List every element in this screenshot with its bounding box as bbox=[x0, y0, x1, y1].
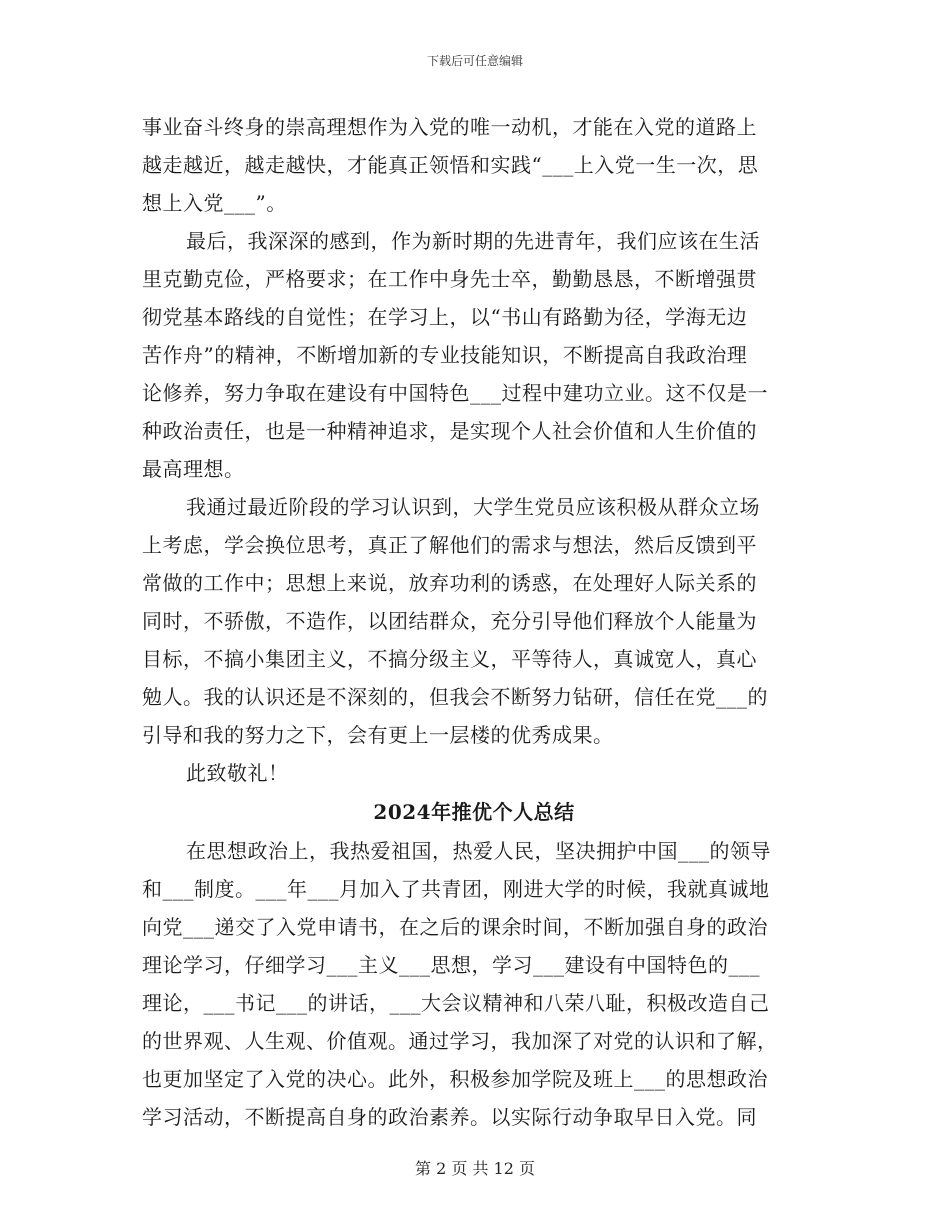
text-line: 论修养，努力争取在建设有中国特色___过程中建功立业。这不仅是一 bbox=[142, 381, 768, 405]
text-line: 的世界观、人生观、价值观。通过学习，我加深了对党的认识和了解， bbox=[142, 1029, 778, 1053]
text-line: 彻党基本路线的自觉性；在学习上，以“书山有路勤为径，学海无边 bbox=[142, 305, 748, 329]
text-line: 引导和我的努力之下，会有更上一层楼的优秀成果。 bbox=[142, 723, 614, 747]
section-title: 2024年推优个人总结 bbox=[373, 800, 575, 824]
text-line: 最高理想。 bbox=[142, 457, 245, 481]
page-footer: 第 2 页 共 12 页 bbox=[415, 1159, 535, 1178]
text-line: 同时，不骄傲，不造作，以团结群众，充分引导他们释放个人能量为 bbox=[142, 609, 757, 633]
text-line: 目标，不搞小集团主义，不搞分级主义，平等待人，真诚宽人，真心 bbox=[142, 647, 757, 671]
text-line: 事业奋斗终身的崇高理想作为入党的唯一动机，才能在入党的道路上 bbox=[142, 115, 757, 139]
text-line: 想上入党___”。 bbox=[142, 191, 287, 215]
text-line: 学习活动，不断提高自身的政治素养。以实际行动争取早日入党。同 bbox=[142, 1105, 757, 1129]
text-line: 最后，我深深的感到，作为新时期的先进青年，我们应该在生活 bbox=[186, 229, 760, 253]
text-line: 和___制度。___年___月加入了共青团，刚进大学的时候，我就真诚地 bbox=[142, 877, 770, 901]
text-line: 也更加坚定了入党的决心。此外，积极参加学院及班上___的思想政治 bbox=[142, 1067, 768, 1091]
body-text-top bbox=[142, 108, 806, 792]
document-body bbox=[142, 108, 806, 1136]
text-line: 勉人。我的认识还是不深刻的，但我会不断努力钻研，信任在党___的 bbox=[142, 685, 768, 709]
text-line: 此致敬礼！ bbox=[186, 761, 289, 785]
text-line: 理论学习，仔细学习___主义___思想，学习___建设有中国特色的___ bbox=[142, 953, 760, 977]
text-line: 上考虑，学会换位思考，真正了解他们的需求与想法，然后反馈到平 bbox=[142, 533, 757, 557]
text-line: 向党___递交了入党申请书，在之后的课余时间，不断加强自身的政治 bbox=[142, 915, 768, 939]
page-header: 下载后可任意编辑 bbox=[426, 54, 523, 68]
text-line: 种政治责任，也是一种精神追求，是实现个人社会价值和人生价值的 bbox=[142, 419, 757, 443]
text-line: 理论，___书记___的讲话，___大会议精神和八荣八耻，积极改造自己 bbox=[142, 991, 770, 1015]
text-line: 里克勤克俭，严格要求；在工作中身先士卒，勤勤恳恳，不断增强贯 bbox=[142, 267, 757, 291]
body-text-bottom bbox=[142, 832, 806, 1136]
text-line: 苦作舟”的精神，不断增加新的专业技能知识，不断提高自我政治理 bbox=[142, 343, 748, 367]
text-line: 在思想政治上，我热爱祖国，热爱人民，坚决拥护中国___的领导 bbox=[186, 839, 771, 863]
text-line: 常做的工作中；思想上来说，放弃功利的诱惑，在处理好人际关系的 bbox=[142, 571, 757, 595]
text-line: 越走越近，越走越快，才能真正领悟和实践“___上入党一生一次，思 bbox=[142, 153, 759, 177]
text-line: 我通过最近阶段的学习认识到，大学生党员应该积极从群众立场 bbox=[186, 495, 760, 519]
